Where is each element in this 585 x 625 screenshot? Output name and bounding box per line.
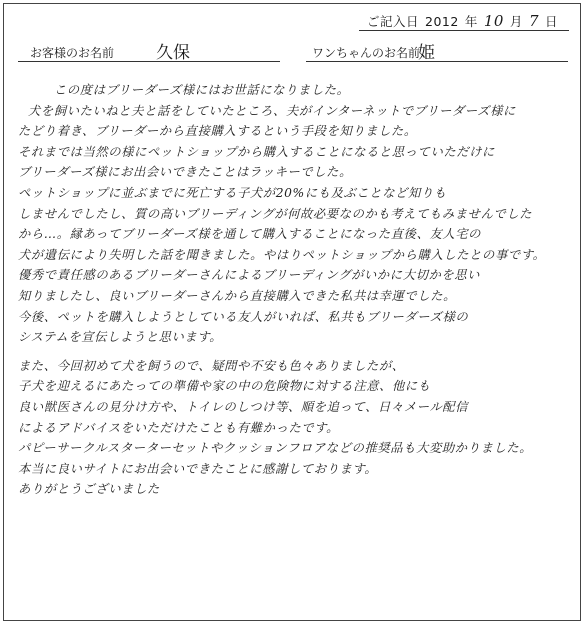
date-year-unit: 年 (464, 14, 478, 29)
message-line: ブリーダーズ様にお出会いできたことはラッキーでした。 (18, 165, 352, 180)
name-row (18, 40, 566, 62)
date-day-unit: 日 (544, 14, 558, 29)
date-day: 7 (528, 12, 539, 30)
message-line: パピーサークルスターターセットやクッションフロアなどの推奨品も大変助かりました。 (18, 441, 533, 456)
message-line: 本当に良いサイトにお出会いできたことに感謝しております。 (18, 461, 378, 476)
dog-name-value: 姫 (418, 43, 435, 63)
message-line: システムを宣伝しようと思います。 (18, 330, 223, 345)
testimonial-form (3, 3, 581, 621)
customer-name-value: 久保 (156, 43, 190, 63)
message-line: それまでは当然の様にペットショップから購入することになると思っていただけに (18, 144, 495, 159)
date-underline (359, 30, 569, 31)
customer-name-underline (18, 61, 280, 62)
message-line: しませんでしたし、質の高いブリーディングが何故必要なのかも考えてもみませんでした (18, 206, 533, 221)
message-line: によるアドバイスをいただけたことも有難かったです。 (18, 420, 340, 435)
message-line: ペットショップに並ぶまでに死亡する子犬が20%にも及ぶことなど知りも (18, 185, 447, 200)
date-month-unit: 月 (509, 14, 523, 29)
message-line: この度はブリーダーズ様にはお世話になりました。 (54, 83, 350, 97)
date-year: 2012 (425, 14, 459, 29)
message-line: 知りましたし、良いブリーダーさんから直接購入できた私共は幸運でした。 (18, 288, 457, 303)
message-line: たどり着き、ブリーダーから直接購入するという手段を知りました。 (18, 124, 417, 139)
date-month: 10 (483, 12, 504, 30)
message-line: 子犬を迎えるにあたっての準備や家の中の危険物に対する注意、他にも (18, 379, 431, 394)
message-line: 優秀で責任感のあるブリーダーさんによるブリーディングがいかに大切かを思い (18, 268, 481, 283)
message-line: また、今回初めて犬を飼うので、疑問や不安も色々ありましたが、 (18, 358, 405, 373)
message-line: 今後、ペットを購入しようとしている友人がいれば、私共もブリーダーズ様の (18, 309, 469, 324)
message-line: 犬を飼いたいねと夫と話をしていたところ、夫がインターネットでブリーダーズ様に (28, 103, 516, 118)
dog-name-label: ワンちゃんのお名前 (312, 46, 421, 60)
message-line: ありがとうございました (18, 482, 160, 497)
handwritten-message (18, 80, 568, 500)
customer-name-label: お客様のお名前 (30, 46, 115, 60)
message-line: 良い獣医さんの見分け方や、トイレのしつけ等、順を追って、日々メール配信 (18, 399, 469, 414)
dog-name-underline (306, 61, 568, 62)
message-line: 犬が遺伝により失明した話を聞きました。やはりペットショップから購入したとの事です。 (18, 247, 546, 262)
message-line: から…。縁あってブリーダーズ様を通して購入することになった直後、友人宅の (18, 227, 482, 242)
entry-date (367, 12, 558, 30)
message-paragraph-2 (18, 356, 568, 500)
date-label: ご記入日 (366, 14, 419, 29)
message-paragraph-1 (18, 80, 568, 348)
